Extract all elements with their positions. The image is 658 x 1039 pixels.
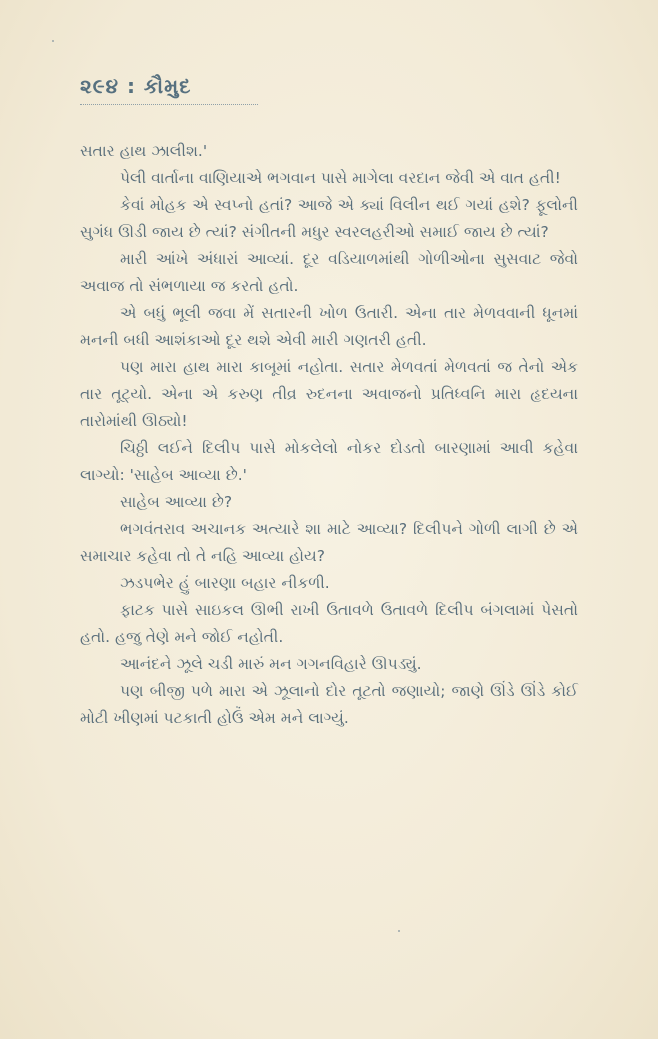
header-separator: : — [126, 74, 136, 98]
paragraph: ભગવંતરાવ અચાનક અત્યારે શા માટે આવ્યા? દિલીપને ગોળી લાગી છે એ સમાચાર કહેવા તો તે નહિ આવ્યા હોય? — [80, 520, 578, 565]
body-text — [80, 138, 578, 732]
paragraph: ઝડપભેર હું બારણા બહાર નીકળી. — [120, 574, 330, 592]
paragraph: એ બધું ભૂલી જવા મેં સતારની ખોળ ઉતારી. એના તાર મેળવવાની ધૂનમાં મનની બધી આશંકાઓ દૂર થશે એવી મારી ગણતરી હતી. — [80, 304, 578, 349]
paragraph: પણ બીજી પળે મારા એ ઝૂલાનો દોર તૂટતો જણાયો; જાણે ઊંડે ઊંડે કોઈ મોટી ખીણમાં પટકાતી હોઉં એમ મને લાગ્યું. — [80, 682, 578, 727]
header-rule — [80, 104, 258, 105]
page-header — [80, 74, 191, 98]
paragraph: પેલી વાર્તાના વાણિયાએ ભગવાન પાસે માગેલા વરદાન જેવી એ વાત હતી! — [120, 169, 561, 187]
paragraph: ચિઠ્ઠી લઈને દિલીપ પાસે મોકલેલો નોકર દોડતો બારણામાં આવી કહેવા લાગ્યો: 'સાહેબ આવ્યા છે.' — [80, 439, 578, 484]
paper-speck — [398, 930, 400, 932]
running-title: કૌમુદ — [143, 74, 192, 98]
paragraph: પણ મારા હાથ મારા કાબૂમાં નહોતા. સતાર મેળવતાં મેળવતાં જ તેનો એક તાર તૂટ્યો. એના એ કરુણ તીવ્ર રુદનના અવાજનો પ્રતિધ્વનિ મારા હૃદયના તારોમાંથી ઊઠ્યો! — [80, 358, 578, 430]
paragraph: આનંદને ઝૂલે ચડી મારું મન ગગનવિહારે ઊપડ્યું. — [120, 655, 422, 673]
paper-speck — [52, 40, 54, 42]
paragraph: સતાર હાથ ઝાલીશ.' — [80, 142, 208, 160]
paragraph: ફાટક પાસે સાઇકલ ઊભી રાખી ઉતાવળે ઉતાવળે દિલીપ બંગલામાં પેસતો હતો. હજુ તેણે મને જોઈ નહોતી. — [80, 601, 578, 646]
paragraph: કેવાં મોહક એ સ્વપ્નો હતાં? આજે એ ક્યાં વિલીન થઈ ગયાં હશે? ફૂલોની સુગંધ ઊડી જાય છે ત્યાં? સંગીતની મધુર સ્વરલહરીઓ સમાઈ જાય છે ત્યાં? — [80, 196, 578, 241]
page-number: ૨૯૪ — [80, 74, 119, 98]
paragraph: મારી આંખે અંધારાં આવ્યાં. દૂર વડિયાળમાંથી ગોળીઓના સુસવાટ જેવો અવાજ તો સંભળાયા જ કરતો હતો. — [80, 250, 578, 295]
paper-speck — [236, 706, 238, 708]
paragraph: સાહેબ આવ્યા છે? — [120, 493, 233, 511]
